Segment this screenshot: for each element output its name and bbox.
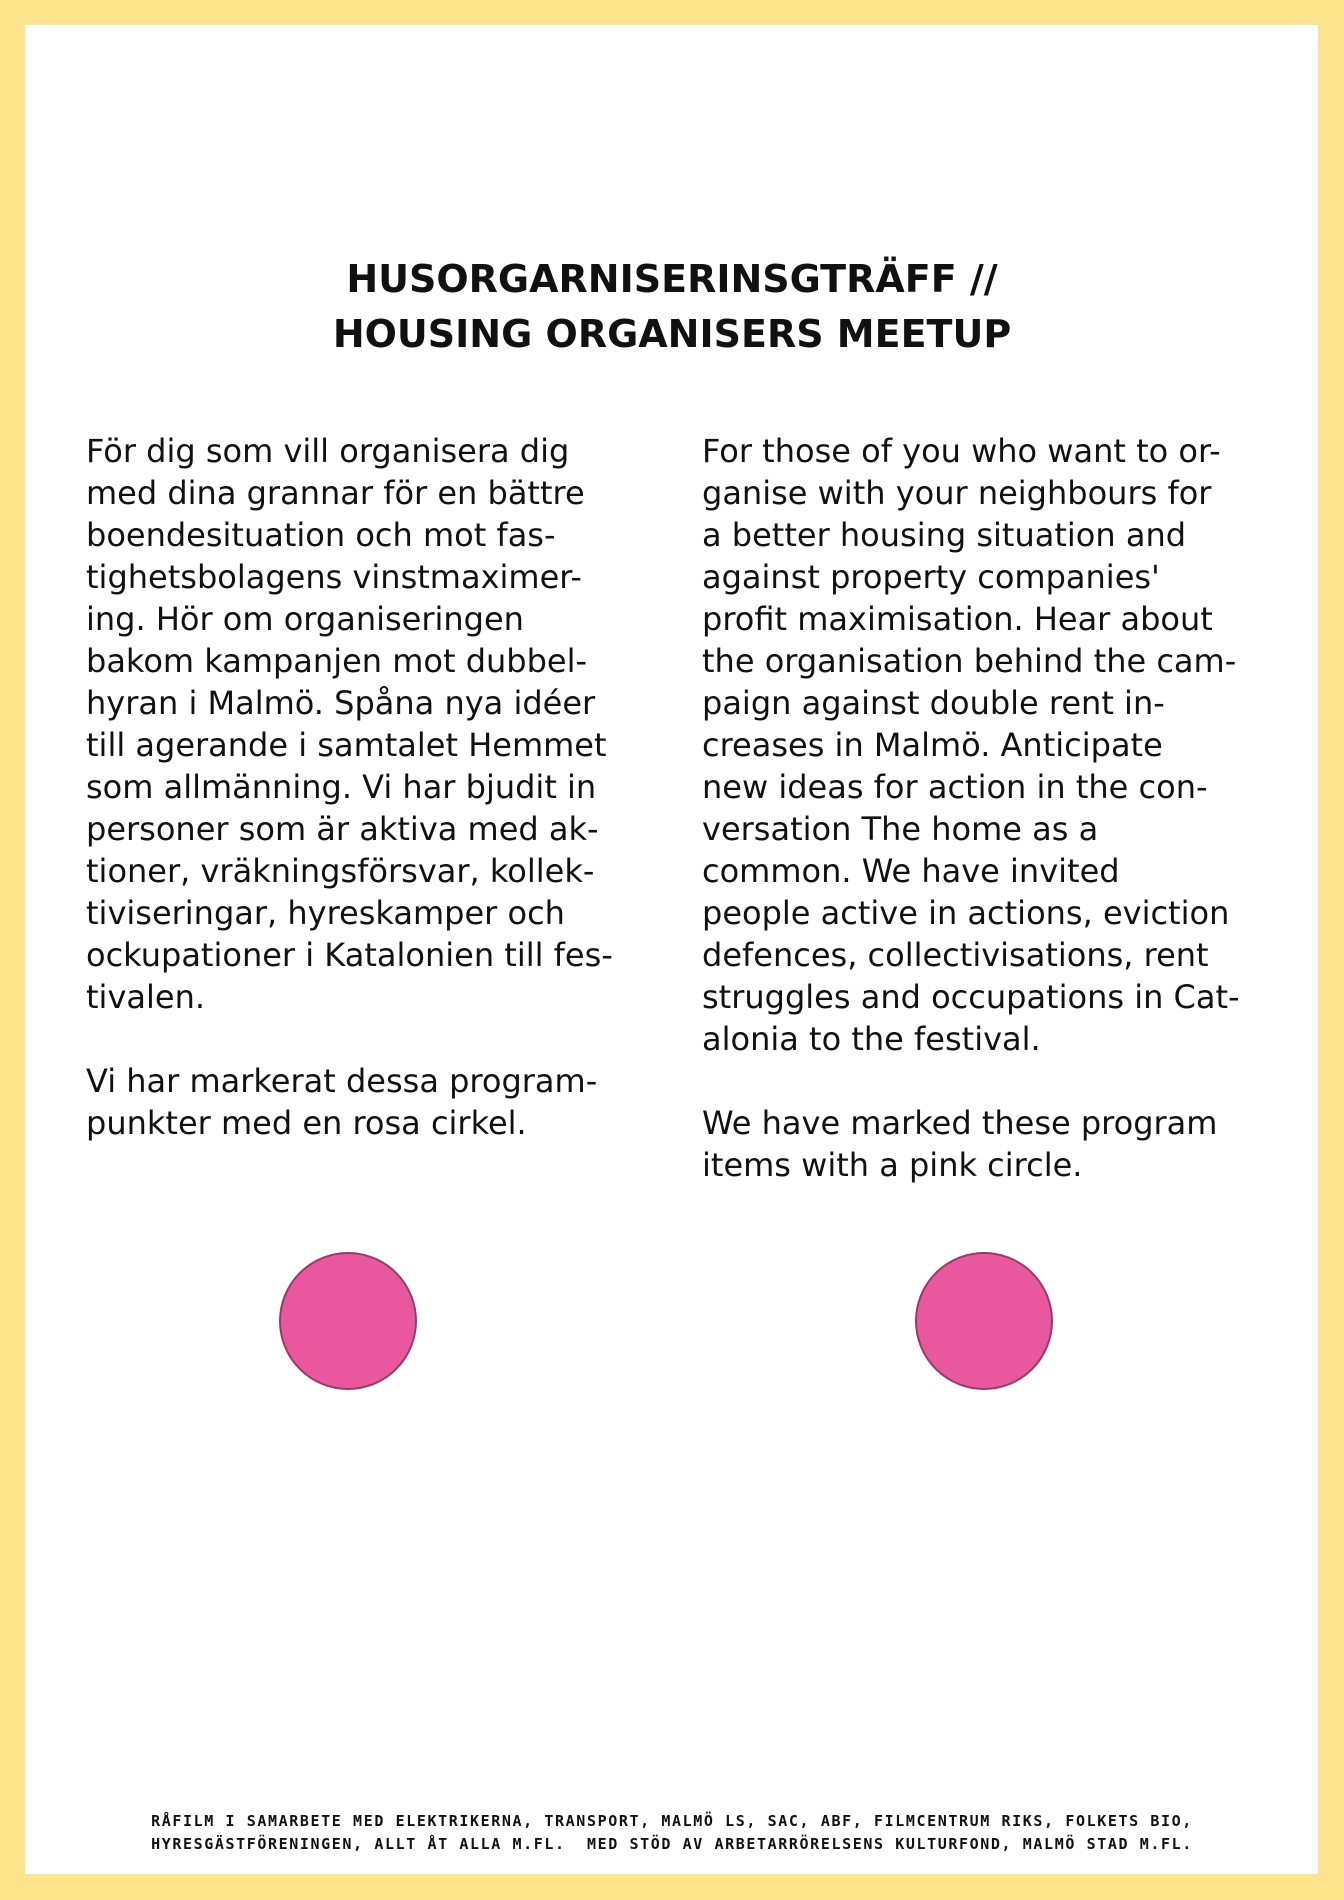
text-line: paign against double rent in- [702, 684, 1165, 722]
text-line: For those of you who want to or- [702, 432, 1221, 470]
text-line: För dig som vill organisera dig [86, 432, 570, 470]
page-title [0, 252, 1344, 362]
text-line: ing. Hör om organiseringen [86, 600, 524, 638]
text-line: new ideas for action in the con- [702, 768, 1208, 806]
text-line: creases in Malmö. Anticipate [702, 726, 1163, 764]
footer-credits [0, 1810, 1344, 1856]
text-line: items with a pink circle. [702, 1146, 1083, 1184]
text-line: profit maximisation. Hear about [702, 600, 1213, 638]
text-line: tioner, vräkningsförsvar, kollek- [86, 852, 595, 890]
text-line: Vi har markerat dessa program- [86, 1062, 598, 1100]
text-line: versation The home as a [702, 810, 1099, 848]
footer-line-1: RÅFILM I SAMARBETE MED ELEKTRIKERNA, TRANSPORT, MALMÖ LS, SAC, ABF, FILMCENTRUM RIKS, FOLKETS BIO, [151, 1812, 1193, 1830]
text-line: against property companies' [702, 558, 1160, 596]
text-line: tivalen. [86, 978, 206, 1016]
text-line: struggles and occupations in Cat- [702, 978, 1240, 1016]
title-swedish: HUSORGARNISERINSGTRÄFF // [346, 257, 998, 301]
pink-circle-marker-swedish [279, 1252, 417, 1390]
swedish-paragraph-1 [86, 430, 646, 1018]
title-english: HOUSING ORGANISERS MEETUP [332, 312, 1012, 356]
paragraph-gap [702, 1060, 1262, 1102]
swedish-column [86, 430, 646, 1144]
footer-line-2: HYRESGÄSTFÖRENINGEN, ALLT ÅT ALLA M.FL. MED STÖD AV ARBETARRÖRELSENS KULTURFOND, MALMÖ STAD M.FL. [151, 1835, 1193, 1853]
text-line: a better housing situation and [702, 516, 1187, 554]
text-line: people active in actions, eviction [702, 894, 1230, 932]
text-line: ockupationer i Katalonien till fes- [86, 936, 613, 974]
text-line: till agerande i samtalet Hemmet [86, 726, 607, 764]
paragraph-gap [86, 1018, 646, 1060]
text-line: the organisation behind the cam- [702, 642, 1237, 680]
text-line: We have marked these program [702, 1104, 1218, 1142]
text-line: med dina grannar för en bättre [86, 474, 585, 512]
text-line: tiviseringar, hyreskamper och [86, 894, 565, 932]
english-column [702, 430, 1262, 1186]
text-line: punkter med en rosa cirkel. [86, 1104, 527, 1142]
text-line: ganise with your neighbours for [702, 474, 1212, 512]
text-line: common. We have invited [702, 852, 1120, 890]
english-paragraph-1 [702, 430, 1262, 1060]
text-line: boendesituation och mot fas- [86, 516, 556, 554]
text-line: tighetsbolagens vinstmaximer- [86, 558, 582, 596]
text-line: personer som är aktiva med ak- [86, 810, 599, 848]
text-line: bakom kampanjen mot dubbel- [86, 642, 588, 680]
text-line: defences, collectivisations, rent [702, 936, 1209, 974]
swedish-paragraph-2 [86, 1060, 646, 1144]
text-line: alonia to the festival. [702, 1020, 1041, 1058]
text-line: hyran i Malmö. Spåna nya idéer [86, 684, 596, 722]
english-paragraph-2 [702, 1102, 1262, 1186]
text-line: som allmänning. Vi har bjudit in [86, 768, 597, 806]
pink-circle-marker-english [915, 1252, 1053, 1390]
